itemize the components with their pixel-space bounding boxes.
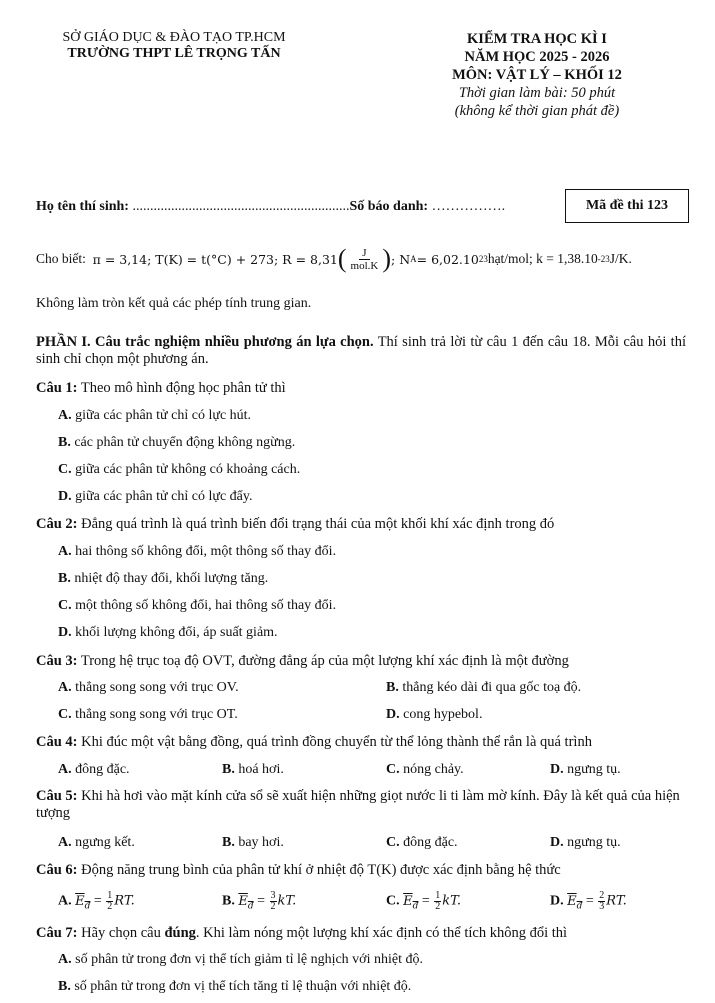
question-7: Câu 7: Hãy chọn câu đúng. Khi làm nóng một lượng khí xác định có thể tích không đổi thì xyxy=(36,925,568,941)
option-1a[interactable]: A. giữa các phân tử chỉ có lực hút. xyxy=(58,408,252,423)
option-5a[interactable]: A. ngưng kết. xyxy=(58,835,135,850)
option-6a[interactable]: A. $E_đ$ = $\frac{1}{2}$ RT. xyxy=(58,890,135,912)
given-label: Cho biết: xyxy=(36,251,86,266)
unit-fraction xyxy=(348,247,382,272)
given-constants: Cho biết: π = 3,14; T(K) = t(°C) + 273; R = 8,31 ( $\frac{J}{\text{mol.K}}$ ) ; N A = 6,02.10 23 hạt/mol; k = 1,38.10 -23 J/K. xyxy=(36,244,632,273)
question-4 xyxy=(36,734,686,751)
emphasis-word: đúng xyxy=(164,925,196,941)
question-1 xyxy=(36,380,686,397)
option-4a[interactable]: A. đông đặc. xyxy=(58,762,130,777)
na-exponent: 23 xyxy=(478,254,488,264)
option-4d[interactable]: D. ngưng tụ. xyxy=(550,762,621,777)
option-2a[interactable]: A. hai thông số không đổi, một thông số thay đổi. xyxy=(58,544,337,559)
question-label: Câu 2: xyxy=(36,516,78,532)
option-3a[interactable]: A. thẳng song song với trục OV. xyxy=(58,680,239,695)
option-2d[interactable]: D. khối lượng không đổi, áp suất giảm. xyxy=(58,625,278,640)
energy-symbol: $E_đ$ xyxy=(238,893,254,912)
energy-symbol: $E_đ$ xyxy=(403,893,419,912)
option-7a[interactable]: A. số phân tử trong đơn vị thể tích giảm tỉ lệ nghịch với nhiệt độ. xyxy=(58,952,423,967)
option-3b[interactable]: B. thẳng kéo dài đi qua gốc toạ độ. xyxy=(386,680,582,695)
unit-denominator: mol.K xyxy=(350,259,379,272)
option-5d[interactable]: D. ngưng tụ. xyxy=(550,835,621,850)
na-subscript: A xyxy=(410,254,417,264)
option-3d[interactable]: D. cong hypebol. xyxy=(386,707,483,722)
question-text: Khi đúc một vật bằng đồng, quá trình đồng chuyển từ thể lỏng thành thể rắn là quá trình xyxy=(77,734,592,750)
exam-code: Mã đề thi 123 xyxy=(585,198,669,213)
dept-name: SỞ GIÁO DỤC & ĐÀO TẠO TP.HCM xyxy=(62,30,286,45)
option-4c[interactable]: C. nóng chảy. xyxy=(386,762,464,777)
question-text: Khi hà hơi vào mặt kính cửa sổ sẽ xuất hiện những giọt nước li ti làm mờ kính. Đây là kết quả của hiện tượng xyxy=(36,788,680,821)
k-exponent: -23 xyxy=(597,254,610,264)
option-5c[interactable]: C. đông đặc. xyxy=(386,835,458,850)
question-label: Câu 3: xyxy=(36,653,78,669)
header-right xyxy=(392,30,682,120)
given-formula: π = 3,14; T(K) = t(°C) + 273; R = 8,31 xyxy=(92,251,338,267)
id-label: Số báo danh: xyxy=(349,199,429,214)
question-6 xyxy=(36,862,686,879)
school-name: TRƯỜNG THPT LÊ TRỌNG TẤN xyxy=(67,46,281,61)
na-value: = 6,02.10 xyxy=(416,251,479,267)
option-6b[interactable]: B. $E_đ$ = $\frac{3}{2}$ kT. xyxy=(222,890,297,912)
option-6c[interactable]: C. $E_đ$ = $\frac{1}{2}$ kT. xyxy=(386,890,462,912)
duration: Thời gian làm bài: 50 phút xyxy=(458,85,616,101)
question-label: Câu 7: xyxy=(36,925,78,941)
question-2 xyxy=(36,516,686,533)
section-instructions: Thí sinh trả lời từ câu 1 đến câu 18. Mỗi câu hỏi thí sinh chỉ chọn một phương án. xyxy=(36,334,686,367)
na-symbol: ; N xyxy=(391,251,411,267)
name-field[interactable]: .............................................................. xyxy=(132,199,350,214)
question-text: Trong hệ trục toạ độ OVT, đường đẳng áp của một lượng khí xác định là một đường xyxy=(77,653,569,669)
question-text: Động năng trung bình của phân tử khí ở nhiệt độ T(K) được xác định bằng hệ thức xyxy=(77,862,561,878)
candidate-row xyxy=(36,199,505,215)
question-label: Câu 4: xyxy=(36,734,78,750)
rounding-note: Không làm tròn kết quả các phép tính trung gian. xyxy=(36,296,312,311)
unit-numerator: J xyxy=(359,247,369,260)
option-1c[interactable]: C. giữa các phân tử không có khoảng cách. xyxy=(58,462,301,477)
name-label: Họ tên thí sinh: xyxy=(36,199,129,214)
energy-symbol: $E_đ$ xyxy=(567,893,583,912)
question-label: Câu 5: xyxy=(36,788,78,804)
option-5b[interactable]: B. bay hơi. xyxy=(222,835,284,850)
section-heading xyxy=(36,334,686,368)
question-3 xyxy=(36,653,686,670)
option-1d[interactable]: D. giữa các phân tử chỉ có lực đẩy. xyxy=(58,489,253,504)
exam-title: KIỂM TRA HỌC KÌ I xyxy=(467,31,607,47)
question-label: Câu 6: xyxy=(36,862,78,878)
question-5 xyxy=(36,788,686,822)
question-text: Đẳng quá trình là quá trình biến đổi trạng thái của một khối khí xác định trong đó xyxy=(77,516,555,532)
exam-code-box xyxy=(565,189,689,223)
duration-note: (không kể thời gian phát đề) xyxy=(454,103,620,119)
id-field[interactable]: ……………. xyxy=(431,199,506,214)
k-value: hạt/mol; k = 1,38.10 xyxy=(487,251,598,266)
option-1b[interactable]: B. các phân tử chuyển động không ngừng. xyxy=(58,435,296,450)
subject: MÔN: VẬT LÝ – KHỐI 12 xyxy=(452,67,622,83)
fraction: $\frac{1}{2}$ xyxy=(107,890,113,912)
option-6d[interactable]: D. $E_đ$ = $\frac{2}{3}$ RT. xyxy=(550,890,627,912)
k-unit: J/K. xyxy=(609,251,632,266)
fraction: $\frac{3}{2}$ xyxy=(270,890,276,912)
school-year: NĂM HỌC 2025 - 2026 xyxy=(464,49,610,65)
header-left xyxy=(24,30,324,62)
option-3c[interactable]: C. thẳng song song với trục OT. xyxy=(58,707,238,722)
question-label: Câu 1: xyxy=(36,380,78,396)
option-4b[interactable]: B. hoá hơi. xyxy=(222,762,284,777)
fraction: $\frac{1}{2}$ xyxy=(435,890,441,912)
energy-symbol: $E_đ$ xyxy=(75,893,91,912)
fraction: $\frac{2}{3}$ xyxy=(599,890,605,912)
option-2c[interactable]: C. một thông số không đổi, hai thông số thay đổi. xyxy=(58,598,337,613)
option-2b[interactable]: B. nhiệt độ thay đổi, khối lượng tăng. xyxy=(58,571,269,586)
section-title: PHẦN I. Câu trắc nghiệm nhiều phương án lựa chọn. xyxy=(36,334,374,350)
question-text: Theo mô hình động học phân tử thì xyxy=(77,380,286,396)
option-7b[interactable]: B. số phân tử trong đơn vị thể tích tăng tỉ lệ thuận với nhiệt độ. xyxy=(58,979,412,994)
